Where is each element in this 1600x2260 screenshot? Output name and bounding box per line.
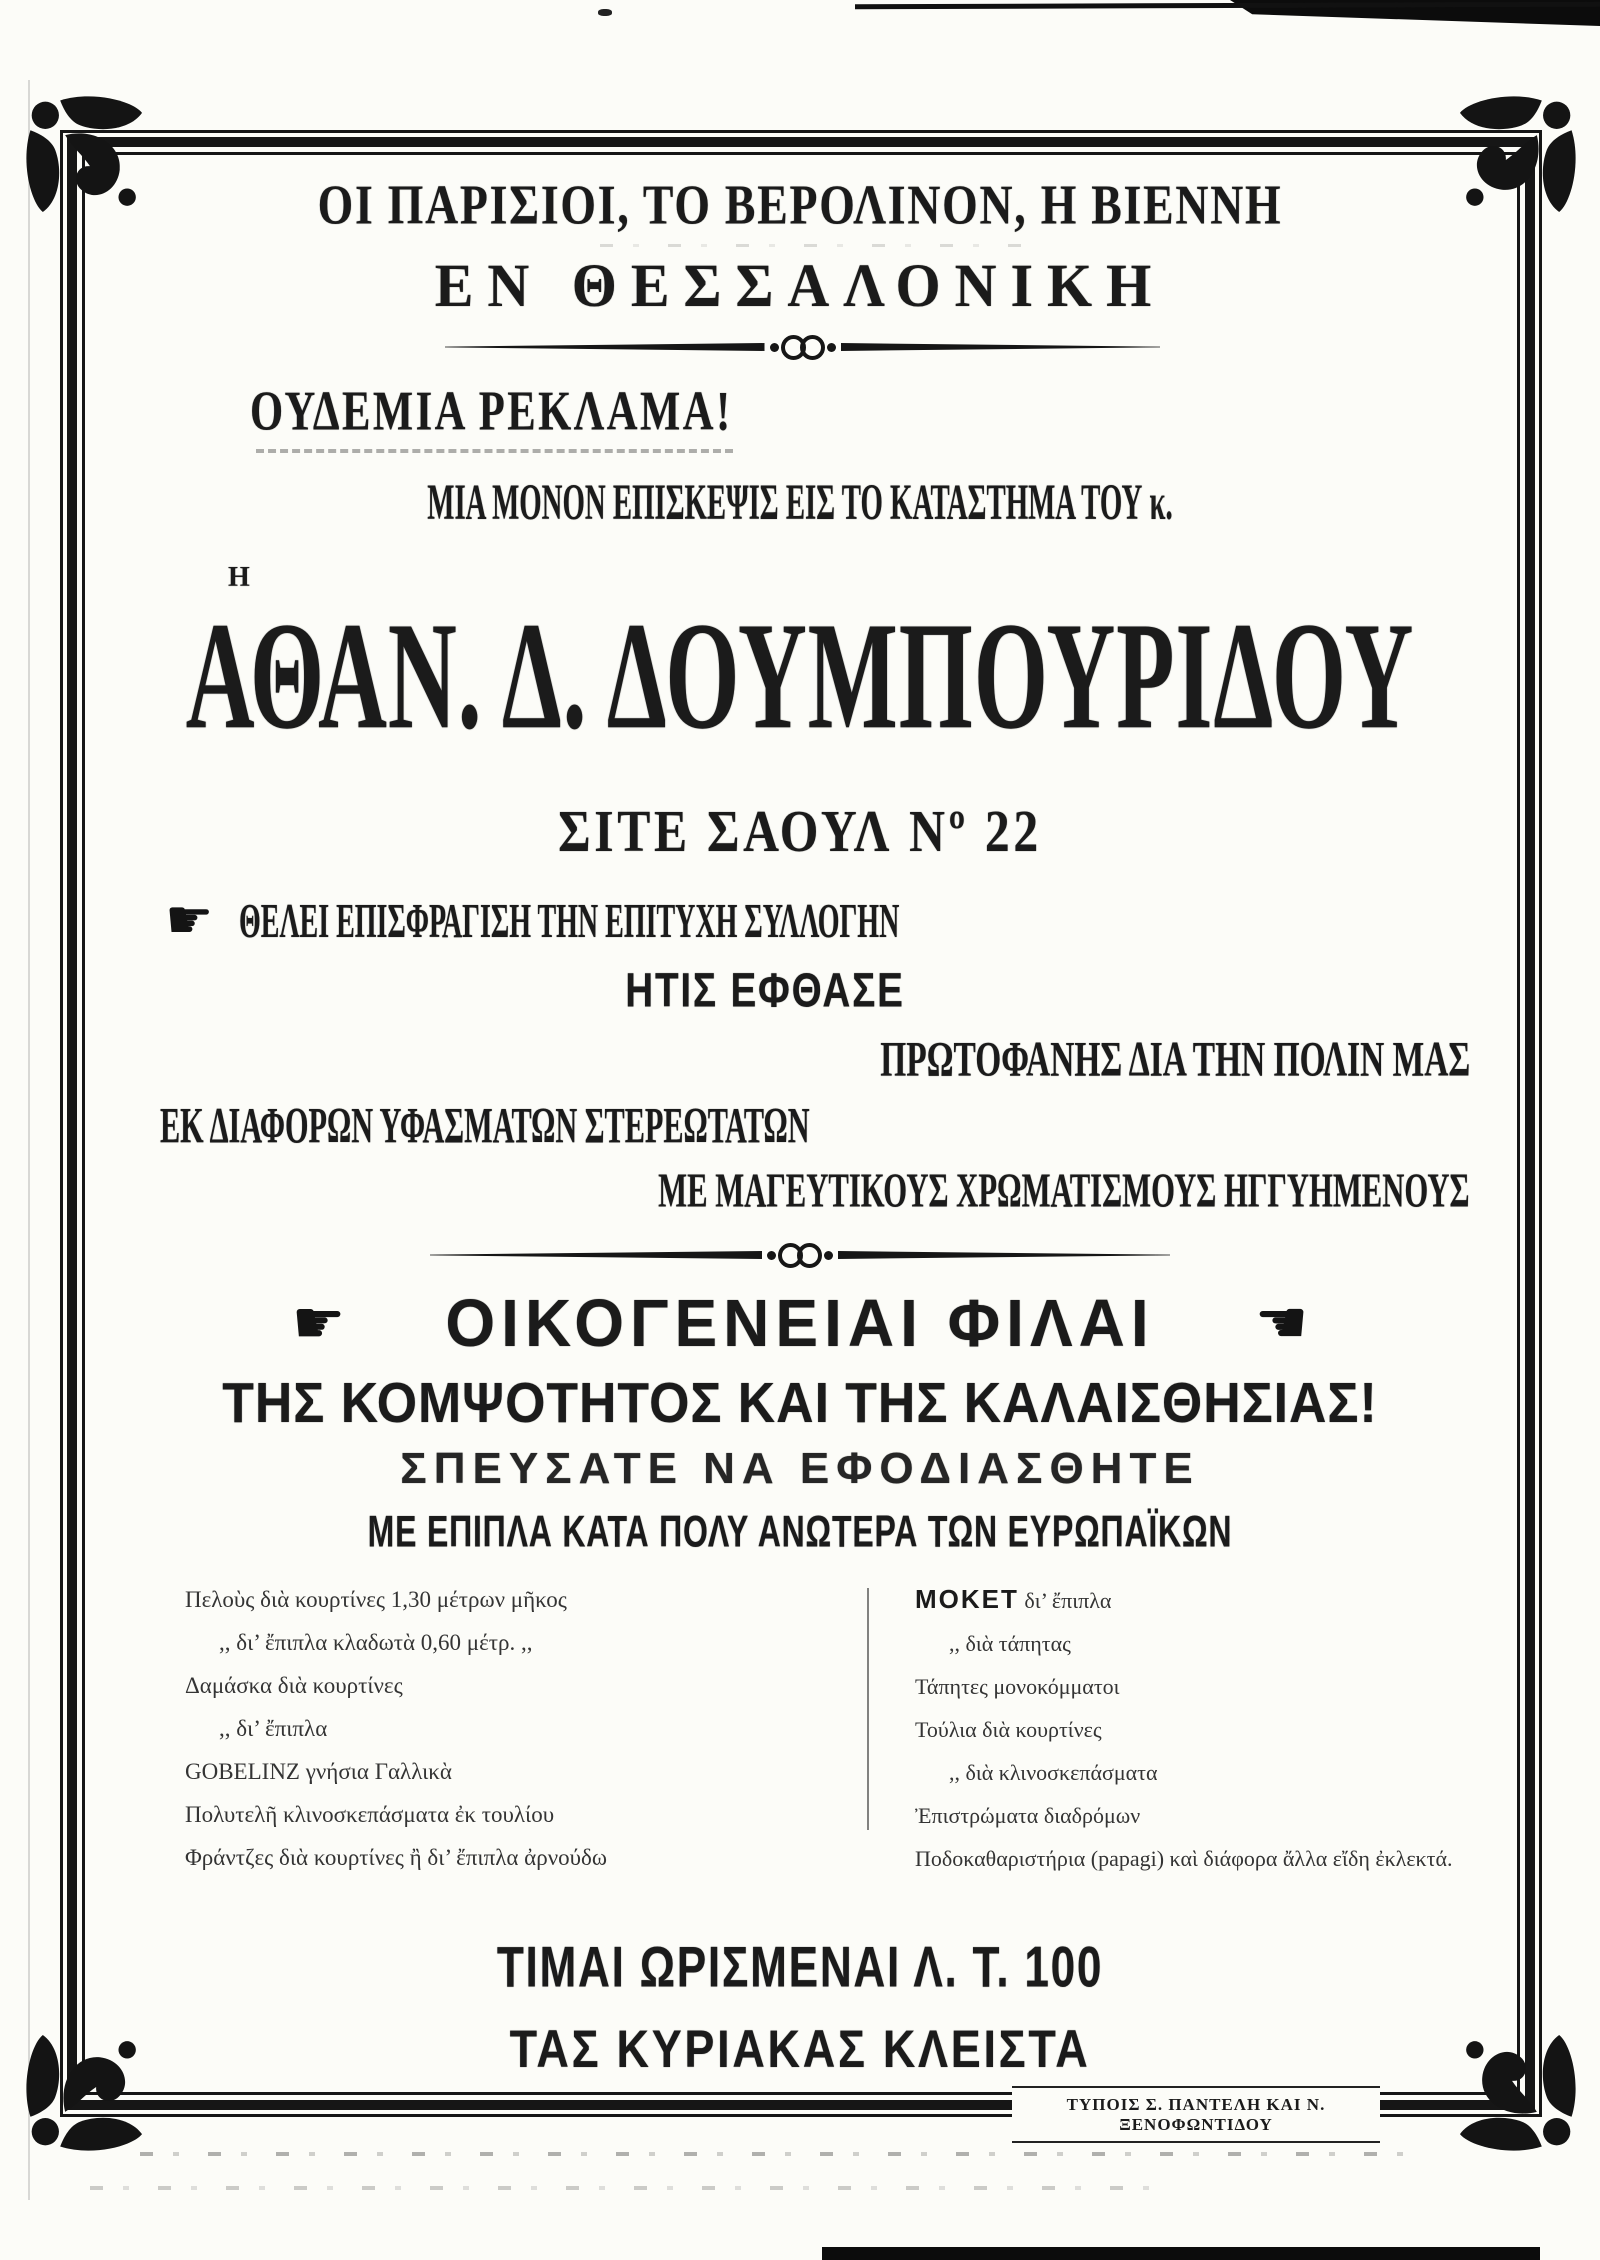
sundays-closed-line: ΤΑΣ ΚΥΡΙΑΚΑΣ ΚΛΕΙΣΤΑ xyxy=(509,2019,1091,2079)
furniture-line: ΜΕ ΕΠΙΠΛΑ ΚΑΤΑ ΠΟΛΥ ΑΝΩΤΕΡΑ ΤΩΝ ΕΥΡΩΠΑΪΚΩΝ xyxy=(367,1507,1233,1557)
divider-dot xyxy=(770,343,779,352)
product-item xyxy=(915,1578,1488,1622)
fabrics-line: ΕΚ ΔΙΑΦΟΡΩΝ ΥΦΑΣΜΑΤΩΝ ΣΤΕΡΕΩΤΑΤΩΝ xyxy=(160,1099,810,1155)
product-lead: ΜΟΚΕΤ xyxy=(915,1584,1019,1614)
product-item: GOBELINZ γνήσια Γαλλικὰ xyxy=(185,1759,452,1784)
product-item: ,, διὰ κλινοσκεπάσματα xyxy=(949,1760,1158,1785)
families-row xyxy=(0,1286,1600,1360)
product-item: Ἐπιστρώματα διαδρόμων xyxy=(915,1803,1141,1828)
divider-dot xyxy=(824,1251,833,1260)
unprecedented-line: ΠΡΩΤΟΦΑΝΗΣ ΔΙΑ ΤΗΝ ΠΟΛΙΝ ΜΑΣ xyxy=(880,1031,1470,1087)
ornamental-divider xyxy=(430,1244,1170,1266)
no-advert-text: ΟΥΔΕΜΙΑ ΡΕΚΛΑΜΑ! xyxy=(250,381,733,443)
product-item: Δαμάσκα διὰ κουρτίνες xyxy=(185,1673,403,1698)
scan-noise xyxy=(90,2186,1170,2190)
scan-artifact-speck xyxy=(598,9,612,16)
families-headline: ΟΙΚΟΓΕΝΕΙΑΙ ΦΙΛΑΙ xyxy=(445,1285,1155,1361)
one-visit-line: ΜΙΑ ΜΟΝΟΝ ΕΠΙΣΚΕΨΙΣ ΕΙΣ ΤΟ ΚΑΤΑΣΤΗΜΑ ΤΟΥ κ. xyxy=(427,472,1173,531)
no-advert-headline xyxy=(250,380,839,443)
title-overscript: Η xyxy=(228,562,250,593)
divider-rule xyxy=(445,343,765,352)
printer-credit: ΤΥΠΟΙΣ Σ. ΠΑΝΤΕΛΗ ΚΑΙ Ν. ΞΕΝΟΦΩΝΤΙΔΟΥ xyxy=(1012,2086,1380,2143)
product-item: ,, διὰ τάπητας xyxy=(949,1631,1071,1656)
divider-dot xyxy=(827,343,836,352)
product-item: ,, δι’ ἔπιπλα κλαδωτὰ 0,60 μέτρ. ,, xyxy=(219,1630,533,1655)
product-item: Πελοὺς διὰ κουρτίνες 1,30 μέτρων μῆκος xyxy=(185,1587,567,1612)
store-name-title: ΑΘΑΝ. Δ. ΔΟΥΜΠΟΥΡΙΔΟΥ xyxy=(185,590,1415,761)
divider-rule xyxy=(838,1251,1170,1260)
product-item: Φράντζες διὰ κουρτίνες ἢ δι’ ἔπιπλα ἀρνούδω xyxy=(185,1845,607,1870)
product-item: Τάπητες μονοκόμματοι xyxy=(915,1674,1120,1699)
colors-line: ΜΕ ΜΑΓΕΥΤΙΚΟΥΣ ΧΡΩΜΑΤΙΣΜΟΥΣ ΗΓΓΥΗΜΕΝΟΥΣ xyxy=(658,1165,1470,1219)
product-item: Ποδοκαθαριστήρια (papagi) καὶ διάφορα ἄλλα εἴδη ἐκλεκτά. xyxy=(915,1846,1453,1871)
product-item: Πολυτελῆ κλινοσκεπάσματα ἐκ τουλίου xyxy=(185,1802,555,1827)
store-address: ΣΙΤΕ ΣΑΟΥΛ Νº 22 xyxy=(558,798,1042,864)
manicule-left-icon: ☚ xyxy=(1254,1288,1309,1358)
manicule-right-icon: ☛ xyxy=(291,1288,346,1358)
manicule-right-icon: ☛ xyxy=(165,888,214,951)
elegance-line: ΤΗΣ ΚΟΜΨΟΤΗΤΟΣ ΚΑΙ ΤΗΣ ΚΑΛΑΙΣΘΗΣΙΑΣ! xyxy=(222,1371,1378,1435)
divider-ring xyxy=(797,1243,822,1268)
divider-dot xyxy=(767,1251,776,1260)
product-column-right xyxy=(869,1578,1488,1880)
scan-artifact-left-edge xyxy=(28,80,30,2200)
scan-artifact-bottom-bar xyxy=(822,2247,1540,2260)
seal-claim-line xyxy=(165,888,1183,951)
divider-rule xyxy=(430,1251,762,1260)
divider-rule xyxy=(841,343,1161,352)
product-item: Τούλια διὰ κουρτίνες xyxy=(915,1717,1102,1742)
cities-headline: ΟΙ ΠΑΡΙΣΙΟΙ, ΤΟ ΒΕΡΟΛΙΝΟΝ, Η ΒΙΕΝΝΗ xyxy=(317,174,1283,237)
scan-noise xyxy=(600,244,1030,247)
scan-noise xyxy=(140,2152,1420,2156)
product-list xyxy=(185,1578,1488,1880)
city-subtitle: ΕΝ ΘΕΣΣΑΛΟΝΙΚΗ xyxy=(434,251,1166,320)
arrived-line: ΗΤΙΣ ΕΦΘΑΣΕ xyxy=(625,963,905,1018)
divider-ring xyxy=(800,335,825,360)
hurry-line: ΣΠΕΥΣΑΤΕ ΝΑ ΕΦΟΔΙΑΣΘΗΤΕ xyxy=(400,1444,1200,1493)
seal-claim-text: ΘΕΛΕΙ ΕΠΙΣΦΡΑΓΙΣΗ ΤΗΝ ΕΠΙΤΥΧΗ ΣΥΛΛΟΓΗΝ xyxy=(239,892,900,948)
product-lead-rest: δι’ ἔπιπλα xyxy=(1024,1588,1112,1613)
product-item: ,, δι’ ἔπιπλα xyxy=(219,1716,328,1741)
product-column-left xyxy=(185,1578,867,1880)
ornamental-divider xyxy=(445,336,1160,358)
prices-line: ΤΙΜΑΙ ΩΡΙΣΜΕΝΑΙ Λ. Τ. 100 xyxy=(496,1936,1104,2000)
